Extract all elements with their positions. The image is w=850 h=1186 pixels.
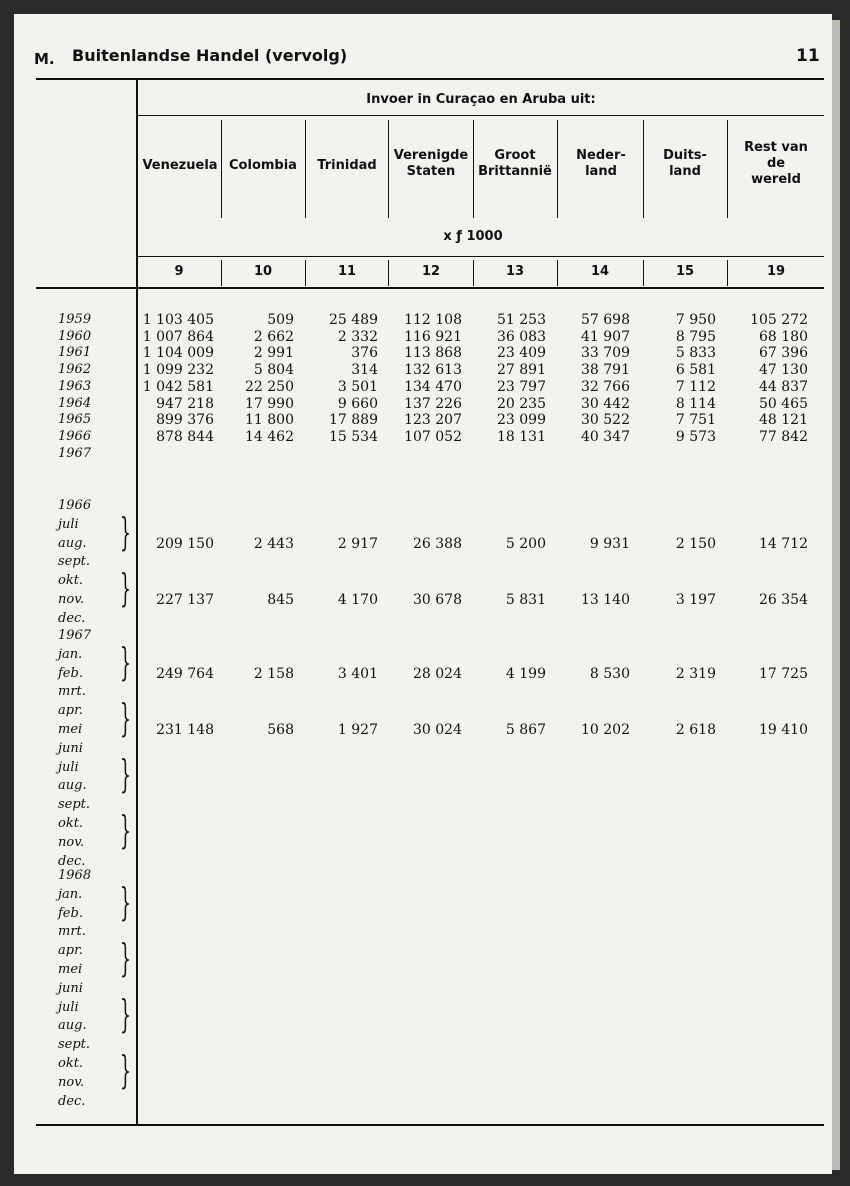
page-number: 11 xyxy=(796,46,820,66)
row-label-month: nov. xyxy=(58,592,85,607)
row-label-month: dec. xyxy=(58,610,86,626)
table-cell: 123 207 xyxy=(404,412,462,429)
table-cell: 32 766 xyxy=(581,378,630,395)
table-cell: 947 218 xyxy=(156,395,214,412)
row-label-month: apr. xyxy=(58,703,83,719)
table-cell: 227 137 xyxy=(156,592,214,608)
table-cell: 3 501 xyxy=(337,378,378,395)
table-cell: 1 103 405 xyxy=(142,312,214,328)
row-label-year: 1965 xyxy=(58,412,92,428)
table-cell: 9 660 xyxy=(337,395,378,412)
table-cell: 9 573 xyxy=(675,428,716,445)
column-header-groot-brittannie: Groot Brittannië xyxy=(478,148,552,179)
row-label-month: mrt. xyxy=(58,684,86,700)
page-title: Buitenlandse Handel (vervolg) xyxy=(72,46,348,65)
table-cell: 314 xyxy=(351,362,378,379)
table-cell: 10 202 xyxy=(581,722,630,738)
row-label-month: apr. xyxy=(58,943,83,959)
table-cell: 48 121 xyxy=(759,412,808,429)
table-cell: 2 158 xyxy=(253,666,294,682)
column-header-verenigde-staten: Verenigde Staten xyxy=(393,148,469,179)
table-cell: 30 522 xyxy=(581,412,630,429)
col-divider xyxy=(727,120,728,218)
column-number: 15 xyxy=(675,264,695,279)
column-header-rest-van-de-wereld: Rest van de wereld xyxy=(744,140,808,187)
row-label-month: dec. xyxy=(58,1093,86,1109)
table-cell: 47 130 xyxy=(759,362,808,379)
row-label-month: mrt. xyxy=(58,924,86,940)
table-cell: 107 052 xyxy=(404,428,462,445)
table-cell: 23 099 xyxy=(497,412,546,429)
table-cell: 28 024 xyxy=(413,666,462,682)
column-number: 14 xyxy=(590,264,610,279)
row-label-month: sept. xyxy=(58,554,91,570)
table-cell: 5 831 xyxy=(505,592,546,608)
row-label-month: 1968 xyxy=(58,868,92,883)
row-label-year: 1966 xyxy=(58,428,92,444)
table-cell: 22 250 xyxy=(245,378,294,395)
column-number: 11 xyxy=(337,264,357,279)
row-label-month: juli xyxy=(58,759,79,775)
table-cell: 13 140 xyxy=(581,592,630,608)
table-cell: 3 197 xyxy=(675,592,716,608)
table-cell: 18 131 xyxy=(497,428,546,445)
table-cell: 67 396 xyxy=(759,345,808,362)
table-cell: 25 489 xyxy=(329,312,378,328)
table-cell: 5 867 xyxy=(505,722,546,738)
table-cell: 2 991 xyxy=(253,345,294,362)
table-cell: 26 354 xyxy=(759,592,808,608)
table-cell: 50 465 xyxy=(759,395,808,412)
row-label-month: okt. xyxy=(58,573,84,589)
column-number: 12 xyxy=(421,264,441,279)
table-cell: 17 990 xyxy=(245,395,294,412)
table-cell: 8 114 xyxy=(675,395,716,412)
table-cell: 27 891 xyxy=(497,362,546,379)
table-cell: 57 698 xyxy=(581,312,630,328)
quarter-brace: } xyxy=(120,880,131,924)
table-cell: 8 795 xyxy=(675,328,716,345)
row-label-month: mei xyxy=(58,722,83,737)
table-cell: 40 347 xyxy=(581,428,630,445)
row-label-month: juni xyxy=(58,740,83,756)
table-cell: 5 833 xyxy=(675,345,716,362)
table-cell: 878 844 xyxy=(156,428,214,445)
table-cell: 4 170 xyxy=(337,592,378,608)
table-cell: 2 662 xyxy=(253,328,294,345)
row-label-month: nov. xyxy=(58,1074,85,1090)
table-cell: 249 764 xyxy=(156,666,214,682)
table-cell: 38 791 xyxy=(581,362,630,379)
column-number: 10 xyxy=(253,264,273,279)
table-cell: 231 148 xyxy=(156,722,214,738)
table-cell: 112 108 xyxy=(404,312,462,328)
table-cell: 4 199 xyxy=(505,666,546,682)
table-cell: 113 868 xyxy=(404,345,462,362)
table-cell: 2 917 xyxy=(337,536,378,552)
table-cell: 2 319 xyxy=(675,666,716,682)
quarter-brace: } xyxy=(120,696,131,740)
table-cell: 30 442 xyxy=(581,395,630,412)
table-cell: 30 024 xyxy=(413,722,462,738)
row-label-year: 1962 xyxy=(58,362,92,378)
column-number: 13 xyxy=(505,264,525,279)
column-header-nederland: Neder- land xyxy=(576,148,626,179)
row-label-month: jan. xyxy=(58,886,83,902)
table-cell: 1 042 581 xyxy=(142,378,214,395)
column-header-duitsland: Duits- land xyxy=(663,148,707,179)
group-rule xyxy=(138,115,824,116)
table-cell: 1 007 864 xyxy=(142,328,214,345)
table-cell: 26 388 xyxy=(413,536,462,552)
row-label-month: juli xyxy=(58,999,79,1015)
table-cell: 14 462 xyxy=(245,428,294,445)
table-cell: 33 709 xyxy=(581,345,630,362)
quarter-brace: } xyxy=(120,808,131,852)
row-label-month: sept. xyxy=(58,1037,91,1053)
table-cell: 19 410 xyxy=(759,722,808,738)
table-cell: 1 099 232 xyxy=(142,362,214,379)
table-cell: 1 104 009 xyxy=(142,345,214,362)
row-label-month: 1967 xyxy=(58,628,92,643)
row-label-month: aug. xyxy=(58,535,87,551)
row-label-month: okt. xyxy=(58,1056,84,1071)
table-cell: 899 376 xyxy=(156,412,214,429)
row-label-year: 1960 xyxy=(58,328,92,344)
row-label-month: feb. xyxy=(58,905,83,921)
column-number: 19 xyxy=(766,264,786,279)
table-cell: 845 xyxy=(267,592,294,608)
table-cell: 9 931 xyxy=(589,536,630,552)
table-cell: 5 804 xyxy=(253,362,294,379)
top-rule xyxy=(36,78,824,80)
bottom-rule xyxy=(36,1124,824,1126)
table-cell: 7 950 xyxy=(675,312,716,328)
table-cell: 51 253 xyxy=(497,312,546,328)
header-bottom-rule xyxy=(36,287,824,289)
section-letter: M. xyxy=(34,50,55,68)
table-cell: 568 xyxy=(267,722,294,738)
quarter-brace: } xyxy=(120,640,131,684)
unit-label: x ƒ 1000 xyxy=(443,229,503,244)
table-cell: 41 907 xyxy=(581,328,630,345)
column-header-trinidad: Trinidad xyxy=(317,158,377,173)
quarter-brace: } xyxy=(120,510,131,554)
row-label-month: aug. xyxy=(58,778,87,794)
row-label-month: feb. xyxy=(58,665,83,681)
row-label-year: 1964 xyxy=(58,395,92,411)
column-header-colombia: Colombia xyxy=(229,158,297,173)
table-cell: 7 751 xyxy=(675,412,716,429)
table-cell: 30 678 xyxy=(413,592,462,608)
table-cell: 23 409 xyxy=(497,345,546,362)
table-cell: 2 618 xyxy=(675,722,716,738)
row-label-month: aug. xyxy=(58,1018,87,1034)
col-divider xyxy=(557,120,558,218)
row-label-month: juni xyxy=(58,980,83,996)
table-cell: 77 842 xyxy=(759,428,808,445)
row-label-month: nov. xyxy=(58,834,85,850)
column-header-venezuela: Venezuela xyxy=(142,158,218,173)
table-cell: 134 470 xyxy=(404,378,462,395)
table-cell: 105 272 xyxy=(750,312,808,328)
row-label-month: dec. xyxy=(58,853,86,869)
table-cell: 132 613 xyxy=(404,362,462,379)
quarter-brace: } xyxy=(120,752,131,796)
table-cell: 1 927 xyxy=(337,722,378,738)
table-cell: 15 534 xyxy=(329,428,378,445)
column-number: 9 xyxy=(174,264,184,279)
table-cell: 2 443 xyxy=(253,536,294,552)
quarter-brace: } xyxy=(120,936,131,980)
row-label-month: juli xyxy=(58,516,79,532)
table-cell: 137 226 xyxy=(404,395,462,412)
table-cell: 7 112 xyxy=(675,378,716,395)
row-label-month: mei xyxy=(58,962,83,977)
table-cell: 209 150 xyxy=(156,536,214,552)
table-cell: 17 889 xyxy=(329,412,378,429)
quarter-brace: } xyxy=(120,566,131,610)
row-label-year: 1967 xyxy=(58,445,92,461)
page-edge xyxy=(832,20,840,1170)
table-cell: 68 180 xyxy=(759,328,808,345)
table-cell: 36 083 xyxy=(497,328,546,345)
table-cell: 5 200 xyxy=(505,536,546,552)
table-cell: 11 800 xyxy=(245,412,294,429)
row-label-year: 1963 xyxy=(58,378,92,394)
table-cell: 3 401 xyxy=(337,666,378,682)
table-cell: 8 530 xyxy=(589,666,630,682)
table-cell: 509 xyxy=(267,312,294,328)
group-heading: Invoer in Curaçao en Aruba uit: xyxy=(366,92,596,107)
unit-rule xyxy=(138,256,824,257)
row-label-year: 1961 xyxy=(58,345,92,361)
row-label-year: 1959 xyxy=(58,312,92,327)
col-divider xyxy=(727,260,728,286)
table-cell: 2 332 xyxy=(337,328,378,345)
table-cell: 17 725 xyxy=(759,666,808,682)
table-cell: 44 837 xyxy=(759,378,808,395)
table-cell: 116 921 xyxy=(404,328,462,345)
table-cell: 14 712 xyxy=(759,536,808,552)
row-label-month: 1966 xyxy=(58,498,92,513)
quarter-brace: } xyxy=(120,1048,131,1092)
table-cell: 376 xyxy=(351,345,378,362)
table-cell: 20 235 xyxy=(497,395,546,412)
row-label-month: okt. xyxy=(58,816,84,831)
quarter-brace: } xyxy=(120,992,131,1036)
table-cell: 23 797 xyxy=(497,378,546,395)
row-label-month: jan. xyxy=(58,646,83,662)
table-cell: 6 581 xyxy=(675,362,716,379)
row-label-month: sept. xyxy=(58,797,91,813)
table-cell: 2 150 xyxy=(675,536,716,552)
